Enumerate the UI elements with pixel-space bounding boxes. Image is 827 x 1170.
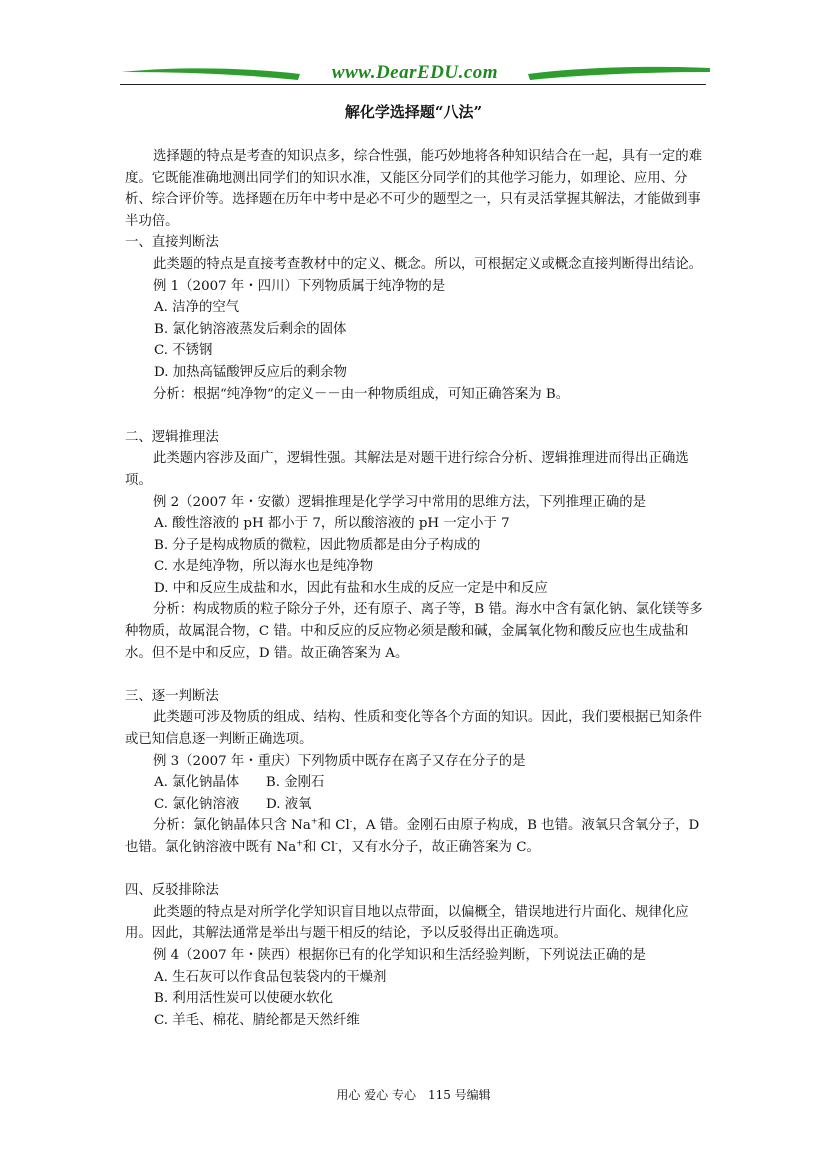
example-question: 例 1（2007 年・四川）下列物质属于纯净物的是 xyxy=(153,278,446,294)
document-body xyxy=(125,146,710,1031)
option-item: C. 氯化钠溶液 D. 液氧 xyxy=(154,796,312,812)
section-heading: 四、反驳排除法 xyxy=(125,883,219,899)
header-divider xyxy=(120,84,706,85)
ion-charge: - xyxy=(335,838,338,848)
analysis-text: 分析：氯化钠晶体只含 Na xyxy=(153,818,311,834)
page-footer: 用心 爱心 专心 115 号编辑 xyxy=(336,1088,491,1102)
option-item: C. 羊毛、棉花、腈纶都是天然纤维 xyxy=(154,1012,360,1028)
section-description: 此类题可涉及物质的组成、结构、性质和变化等各个方面的知识。因此，我们要根据已知条件或已知信息逐一判断正确选项。 xyxy=(125,710,703,748)
section-description: 此类题的特点是直接考查教材中的定义、概念。所以，可根据定义或概念直接判断得出结论。 xyxy=(153,256,703,272)
section-description: 此类题的特点是对所学化学知识盲目地以点带面，以偏概全，错误地进行片面化、规律化应用。因此，其解法通常是举出与题干相反的结论，予以反驳得出正确选项。 xyxy=(125,904,689,942)
spacer xyxy=(125,859,710,881)
section-heading: 一、直接判断法 xyxy=(125,235,219,251)
ion-charge: + xyxy=(296,838,303,848)
analysis-paragraph: 分析：根据“纯净物”的定义－－由一种物质组成，可知正确答案为 B。 xyxy=(153,386,570,402)
intro-paragraph: 选择题的特点是考查的知识点多，综合性强，能巧妙地将各种知识结合在一起，具有一定的难度。它既能准确地测出同学们的知识水准，又能区分同学们的其他学习能力，如理论、应用、分析、综合评价等。选择题在历年中考中是必不可少的题型之一，只有灵活掌握其解法，才能做到事半功倍。 xyxy=(125,149,703,229)
section-heading: 三、逐一判断法 xyxy=(125,688,219,704)
option-item: D. 加热高锰酸钾反应后的剩余物 xyxy=(154,364,347,380)
section-description: 此类题内容涉及面广，逻辑性强。其解法是对题干进行综合分析、逻辑推理进而得出正确选项。 xyxy=(125,451,689,488)
section-heading: 二、逻辑推理法 xyxy=(125,429,219,445)
option-item: D. 中和反应生成盐和水，因此有盐和水生成的反应一定是中和反应 xyxy=(154,580,548,596)
option-item: A. 酸性溶液的 pH 都小于 7，所以酸溶液的 pH 一定小于 7 xyxy=(154,516,510,532)
example-question: 例 2（2007 年・安徽）逻辑推理是化学学习中常用的思维方法，下列推理正确的是 xyxy=(153,494,646,510)
option-item: B. 利用活性炭可以使硬水软化 xyxy=(154,991,334,1007)
analysis-text: ，A 错。金刚石由原子构成，B 也错。液氧只含氧分子，D 也错。氯化钠溶液中既有 Na xyxy=(125,818,700,855)
option-item: B. 氯化钠溶液蒸发后剩余的固体 xyxy=(154,321,347,337)
spacer xyxy=(125,405,710,427)
ion-charge: + xyxy=(310,816,318,826)
option-item: B. 分子是构成物质的微粒，因此物质都是由分子构成的 xyxy=(154,537,481,553)
option-item: C. 水是纯净物，所以海水也是纯净物 xyxy=(154,559,374,575)
ion-charge: - xyxy=(349,816,353,826)
site-url: www.DearEDU.com xyxy=(331,62,499,83)
site-header xyxy=(120,60,710,90)
analysis-text: ，又有水分子，故正确答案为 C。 xyxy=(337,840,540,855)
analysis-text: 和 Cl xyxy=(317,818,350,834)
option-item: A. 生石灰可以作食品包装袋内的干燥剂 xyxy=(154,969,387,985)
spacer xyxy=(125,664,710,686)
page-title: 解化学选择题“八法” xyxy=(344,103,483,121)
option-item: A. 洁净的空气 xyxy=(154,300,240,316)
option-item: A. 氯化钠晶体 B. 金刚石 xyxy=(154,775,325,791)
option-item: C. 不锈钢 xyxy=(154,343,213,359)
example-question: 例 4（2007 年・陕西）根据你已有的化学知识和生活经验判断，下列说法正确的是 xyxy=(153,947,646,963)
analysis-paragraph xyxy=(125,815,710,858)
example-question: 例 3（2007 年・重庆）下列物质中既存在离子又存在分子的是 xyxy=(153,753,526,769)
analysis-paragraph: 分析：构成物质的粒子除分子外，还有原子、离子等，B 错。海水中含有氯化钠、氯化镁等多种物质，故属混合物，C 错。中和反应的反应物必须是酸和碱，金属氧化物和酸反应也生成盐和水。但不是中和反应，D 错。故正确答案为 A。 xyxy=(125,602,703,661)
analysis-text: 和 Cl xyxy=(302,840,336,855)
